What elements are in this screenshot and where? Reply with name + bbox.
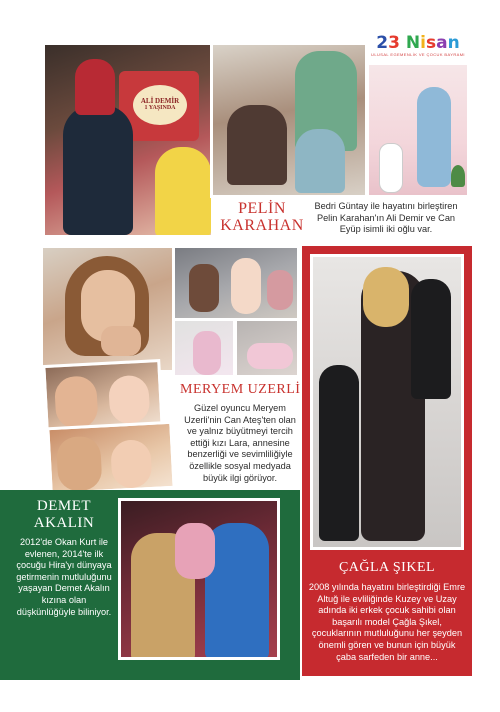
date-badge-title (366, 34, 470, 52)
pelin-name-line1: PELİN (238, 200, 286, 217)
photo-demet-family (118, 498, 280, 660)
birthday-banner-line1: ALİ DEMİR (140, 97, 180, 105)
photo-pelin-pregnant (366, 62, 470, 198)
pelin-name (214, 200, 310, 234)
date-badge-char: a (436, 33, 448, 53)
hira-figure (175, 523, 215, 579)
photo-lara-sitting (172, 318, 236, 378)
bear-figure (267, 270, 293, 310)
photo-meryem-lara-closeup (46, 421, 175, 496)
date-badge (366, 34, 470, 62)
demet-caption: 2012'de Okan Kurt ile evlenen, 2014'te ilk çocuğu Hira'yı dünyaya getirmenin mutluluğunu yaşayan Demet Akalın kızına olan düşkünlüğüyle biliniyor. (16, 537, 112, 617)
closeup-lara-face (110, 439, 152, 489)
plant-figure (451, 165, 465, 187)
lara-sitting-figure (193, 331, 221, 375)
date-badge-char: s (425, 33, 437, 53)
mother-figure (155, 147, 211, 237)
woman-figure (227, 105, 287, 185)
closeup-meryem-face (56, 436, 103, 492)
photo-meryem-portrait (40, 245, 180, 373)
doll-figure (189, 264, 219, 312)
pelin-name-line2: KARAHAN (220, 217, 304, 234)
demet-name (16, 498, 112, 532)
cagla-name: ÇAĞLA ŞIKEL (338, 560, 436, 575)
photo-pelin-birthday (42, 42, 214, 238)
toddler-figure (295, 129, 345, 193)
cagla-caption: 2008 yılında hayatını birleştirdiği Emre Altuğ ile evliliğinde Kuzey ve Uzay adında iki erkek çocuk sahibi olan başarılı model Çağla Şıkel, çocuklarının mutluluğunu her şeyden önemli gören ve bunun için büyük çaba sarfeden bir anne... (308, 582, 466, 662)
meryem-name: MERYEM UZERLİ (180, 382, 301, 397)
birthday-banner-plate (133, 85, 187, 125)
kuzey-figure (319, 365, 359, 541)
date-badge-subtitle: ULUSAL EGEMENLİK VE ÇOCUK BAYRAMI (371, 52, 465, 57)
meryem-caption: Güzel oyuncu Meryem Uzerli'nin Can Ateş'ten olan ve yalnız büyütmeyi tercih ettiği kızı Lara, annesine benzerliği ve sevimliliğiyle özellikle sosyal medyada büyük ilgi görüyor. (184, 403, 296, 483)
demet-name-line1: DEMET (36, 498, 92, 514)
father-figure (63, 105, 133, 235)
meryem-hand (101, 326, 141, 356)
date-badge-char: n (447, 33, 460, 53)
photo-pelin-hospital (210, 42, 368, 198)
photo-lara-toys (172, 245, 300, 321)
photo-lara-lying (234, 318, 300, 378)
birthday-banner-line2: 1 YAŞINDA (144, 105, 176, 111)
date-badge-char: 2 (376, 33, 389, 53)
date-badge-char: 3 (388, 33, 400, 53)
photo-cagla-family (310, 254, 464, 550)
selfie-lara-face (108, 375, 150, 425)
selfie-meryem-face (54, 375, 99, 429)
child-figure (75, 59, 115, 115)
date-badge-char: i (420, 33, 426, 53)
lara-lying-figure (247, 343, 293, 369)
cagla-hair (363, 267, 409, 327)
date-badge-char: N (405, 33, 421, 53)
pelin-caption: Bedri Güntay ile hayatını birleştiren Pelin Karahan'ın Ali Demir ve Can Eyüp isimli iki oğlu var. (314, 201, 458, 235)
lara-figure (231, 258, 261, 314)
boy-figure (379, 143, 403, 193)
pregnant-figure (417, 87, 451, 187)
demet-name-line2: AKALIN (33, 515, 95, 531)
uzay-figure (411, 279, 451, 399)
